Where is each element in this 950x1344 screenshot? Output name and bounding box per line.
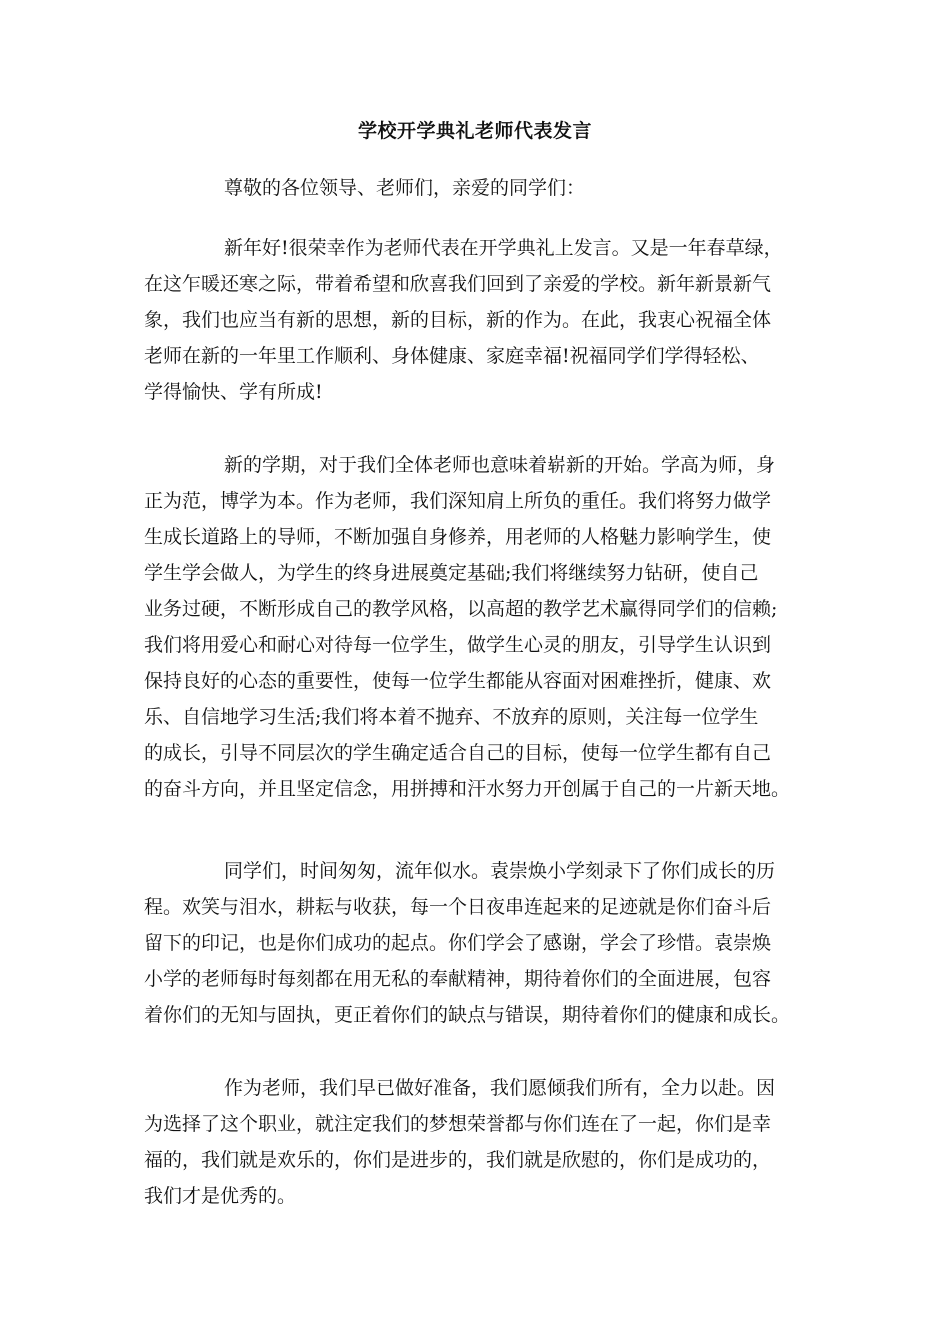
paragraph-line: 乐、自信地学习生活;我们将本着不抛弃、不放弃的原则，关注每一位学生: [144, 706, 759, 728]
paragraph-line: 老师在新的一年里工作顺利、身体健康、家庭幸福!祝福同学们学得轻松、: [144, 345, 760, 367]
paragraph-line: 小学的老师每时每刻都在用无私的奉献精神，期待着你们的全面进展，包容: [144, 968, 772, 990]
paragraph-line: 的奋斗方向，并且坚定信念，用拼搏和汗水努力开创属于自己的一片新天地。: [144, 778, 791, 800]
paragraph-4: [144, 1070, 824, 1214]
paragraph-line: 学得愉快、学有所成!: [144, 381, 323, 403]
paragraph-line: 同学们，时间匆匆，流年似水。袁崇焕小学刻录下了你们成长的历: [224, 860, 776, 882]
paragraph-line: 新的学期，对于我们全体老师也意味着崭新的开始。学高为师，身: [224, 454, 776, 476]
paragraph-2: [144, 447, 824, 807]
paragraph-line: 生成长道路上的导师，不断加强自身修养，用老师的人格魅力影响学生，使: [144, 526, 772, 548]
document-title: 学校开学典礼老师代表发言: [357, 120, 592, 142]
paragraph-1: [144, 230, 824, 410]
greeting-line: 尊敬的各位领导、老师们，亲爱的同学们：: [224, 177, 586, 199]
paragraph-line: 的成长，引导不同层次的学生确定适合自己的目标，使每一位学生都有自己: [144, 742, 772, 764]
paragraph-line: 作为老师，我们早已做好准备，我们愿倾我们所有，全力以赴。因: [224, 1077, 776, 1099]
paragraph-line: 学生学会做人，为学生的终身进展奠定基础;我们将继续努力钻研，使自己: [144, 562, 759, 584]
paragraph-line: 留下的印记，也是你们成功的起点。你们学会了感谢，学会了珍惜。袁崇焕: [144, 932, 772, 954]
paragraph-line: 在这乍暖还寒之际，带着希望和欣喜我们回到了亲爱的学校。新年新景新气: [144, 273, 772, 295]
paragraph-line: 着你们的无知与固执，更正着你们的缺点与错误，期待着你们的健康和成长。: [144, 1004, 791, 1026]
paragraph-line: 我们将用爱心和耐心对待每一位学生，做学生心灵的朋友，引导学生认识到: [144, 634, 772, 656]
paragraph-line: 保持良好的心态的重要性，使每一位学生都能从容面对困难挫折，健康、欢: [144, 670, 772, 692]
paragraph-line: 程。欢笑与泪水，耕耘与收获，每一个日夜串连起来的足迹就是你们奋斗后: [144, 896, 772, 918]
paragraph-line: 业务过硬，不断形成自己的教学风格，以高超的教学艺术赢得同学们的信赖;: [144, 598, 778, 620]
paragraph-line: 我们才是优秀的。: [144, 1185, 297, 1207]
paragraph-line: 新年好!很荣幸作为老师代表在开学典礼上发言。又是一年春草绿，: [224, 237, 783, 259]
paragraph-line: 福的，我们就是欢乐的，你们是进步的，我们就是欣慰的，你们是成功的，: [144, 1149, 772, 1171]
paragraph-line: 正为范，博学为本。作为老师，我们深知肩上所负的重任。我们将努力做学: [144, 490, 772, 512]
paragraph-line: 为选择了这个职业，就注定我们的梦想荣誉都与你们连在了一起，你们是幸: [144, 1113, 772, 1135]
paragraph-3: [144, 853, 824, 1033]
greeting-paragraph: [144, 170, 824, 206]
paragraph-line: 象，我们也应当有新的思想，新的目标，新的作为。在此，我衷心祝福全体: [144, 309, 772, 331]
